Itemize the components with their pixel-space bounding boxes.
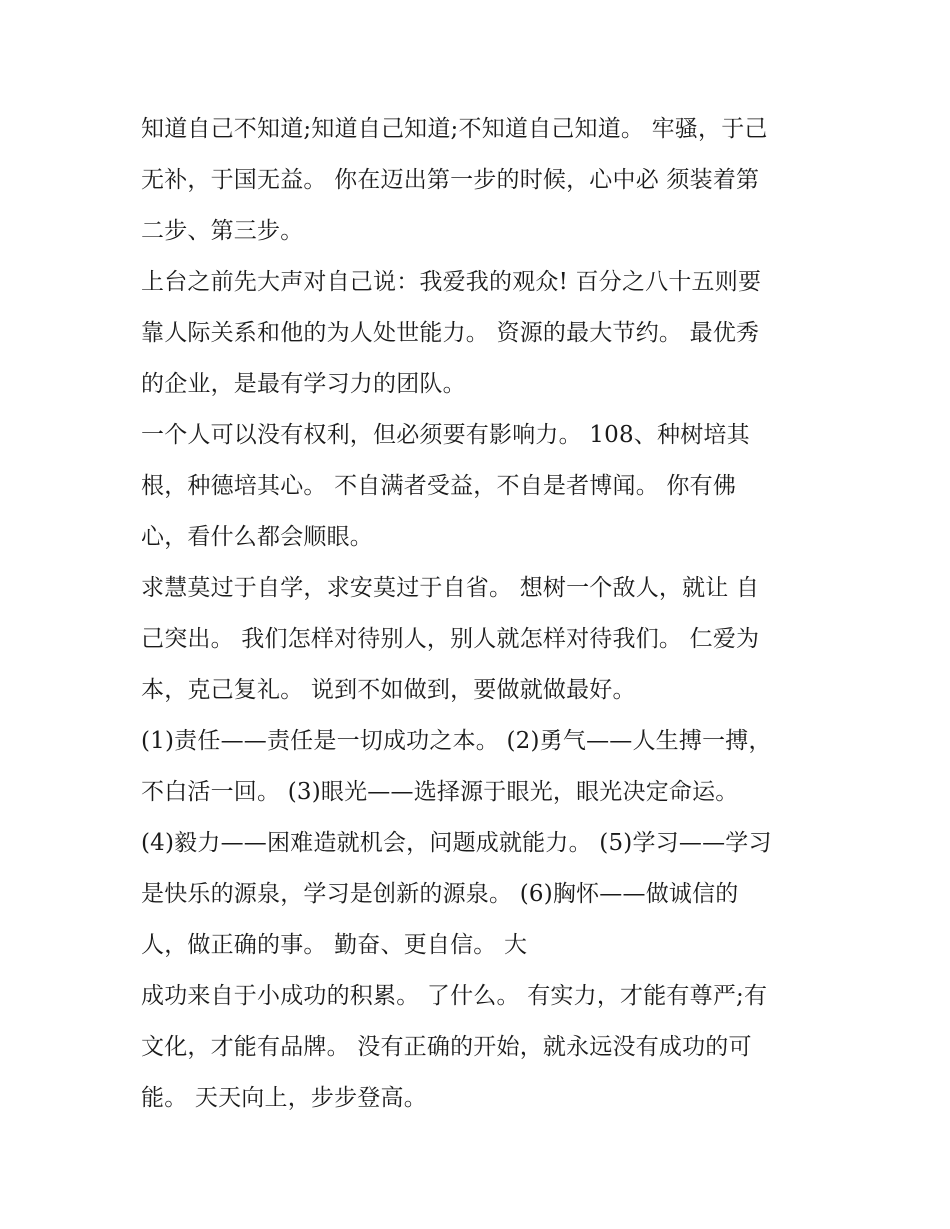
text-line: 不白活一回。 (3)眼光——选择源于眼光，眼光决定命运。 [141,779,739,805]
text-line: 一个人可以没有权利，但必须要有影响力。 108、种树培其 [141,422,750,448]
text-line: 本，克己复礼。 说到不如做到，要做就做最好。 [141,677,636,703]
text-line: 的企业，是最有学习力的团队。 [141,371,466,397]
text-line: 成功来自于小成功的积累。 了什么。 有实力，才能有尊严;有 [141,983,768,1009]
text-line: 靠人际关系和他的为人处世能力。 资源的最大节约。 最优秀 [141,320,760,346]
text-line: 心，看什么都会顺眼。 [141,524,373,550]
text-line: (1)责任——责任是一切成功之本。 (2)勇气——人生搏一搏， [141,728,772,754]
text-line: (4)毅力——困难造就机会，问题成就能力。 (5)学习——学习 [141,830,772,856]
text-line: 根，种德培其心。 不自满者受益，不自是者博闻。 你有佛 [141,473,737,499]
text-line: 人，做正确的事。 勤奋、更自信。 大 [141,932,528,958]
text-line: 求慧莫过于自学，求安莫过于自省。 想树一个敌人，就让 自 [141,575,760,601]
text-line: 知道自己不知道;知道自己知道;不知道自己知道。 牢骚，于己 [141,116,768,142]
text-line: 己突出。 我们怎样对待别人，别人就怎样对待我们。 仁爱为 [141,626,760,652]
text-line: 能。 天天向上，步步登高。 [141,1085,427,1111]
text-line: 文化，才能有品牌。 没有正确的开始，就永远没有成功的可 [141,1034,752,1060]
text-line: 二步、第三步。 [141,218,304,244]
text-line: 上台之前先大声对自己说：我爱我的观众! 百分之八十五则要 [141,269,762,295]
text-line: 无补，于国无益。 你在迈出第一步的时候，心中必 须装着第 [141,167,760,193]
text-line: 是快乐的源泉，学习是创新的源泉。 (6)胸怀——做诚信的 [141,881,739,907]
